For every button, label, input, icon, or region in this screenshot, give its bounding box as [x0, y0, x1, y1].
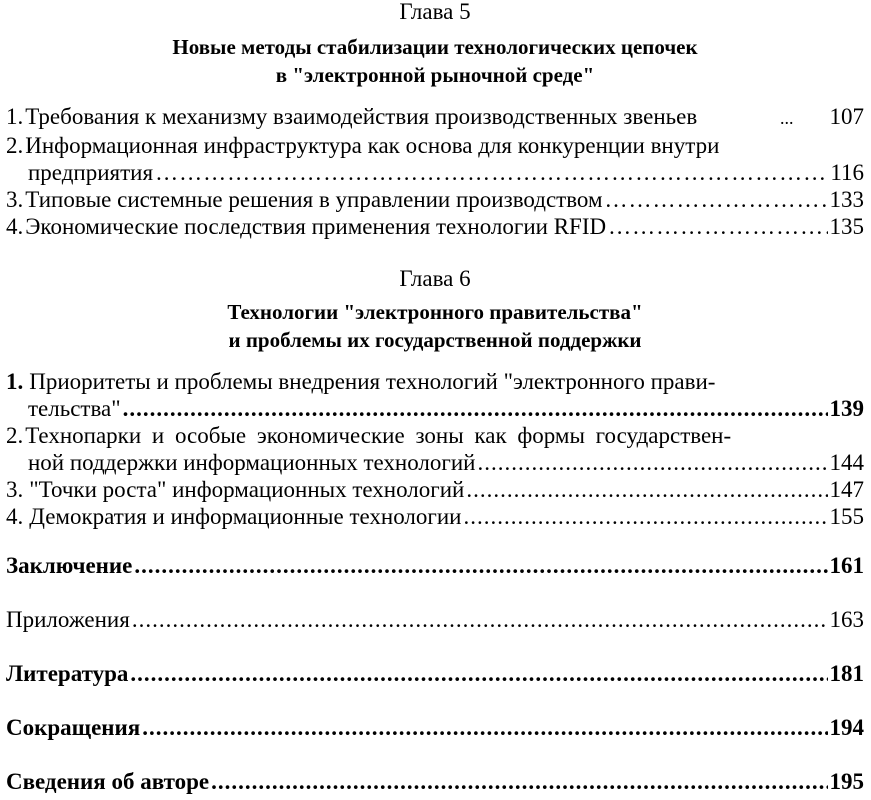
chapter-5-title-line-1: Новые методы стабилизации технологических цепочек — [172, 35, 698, 59]
toc-entry-title-line-2: предприятия — [28, 160, 154, 185]
dot-leader — [134, 552, 827, 579]
toc-entry-ellipsis: ... — [780, 108, 794, 128]
toc-entry[interactable] — [6, 368, 864, 422]
toc-entry-number: 2. — [6, 133, 24, 158]
toc-entry-title-line-1: Приоритеты и проблемы внедрения технологий "электронного прави- — [29, 369, 716, 394]
toc-entry-page: 163 — [829, 607, 864, 632]
toc-entry-title-line-1: Технопарки и особые экономические зоны как формы государствен- — [25, 423, 732, 448]
toc-entry-number: 3. — [6, 187, 24, 212]
toc-entry[interactable] — [6, 132, 864, 186]
dot-leader — [605, 186, 828, 213]
toc-entry-number: 1. — [6, 104, 24, 129]
toc-entry[interactable] — [6, 186, 864, 213]
chapter-6-entries — [6, 368, 864, 530]
toc-entry-number: 4. — [6, 504, 24, 529]
toc-entry-title: Сведения об авторе — [6, 769, 210, 794]
chapter-5-title-line-2: в "электронной рыночной среде" — [275, 63, 595, 87]
table-of-contents-page — [6, 0, 864, 795]
dot-leader — [123, 395, 828, 422]
dot-leader — [608, 213, 827, 240]
dot-leader — [211, 768, 827, 795]
toc-entry-title: "Точки роста" информационных технологий — [29, 477, 465, 502]
chapter-6-title — [6, 298, 864, 354]
toc-entry-title-line-2: ной поддержки информационных технологий — [28, 450, 476, 475]
toc-entry-page: 135 — [829, 214, 864, 239]
toc-entry-title: Типовые системные решения в управлении производством — [25, 187, 603, 212]
toc-entry-title-line-2: тельства" — [28, 396, 121, 421]
toc-entry-title: Требования к механизму взаимодействия производственных звеньев — [25, 104, 698, 129]
toc-entry-title: Литература — [6, 661, 129, 686]
dot-leader — [142, 714, 827, 741]
toc-entry-page: 155 — [829, 504, 864, 529]
toc-entry-number: 4. — [6, 214, 24, 239]
chapter-5-label: Глава 5 — [399, 0, 471, 24]
toc-entry-title: Приложения — [6, 607, 130, 632]
toc-entry-page: 194 — [829, 715, 864, 740]
dot-leader — [477, 449, 827, 476]
chapter-6-label: Глава 6 — [399, 266, 471, 291]
dot-leader — [130, 660, 827, 687]
toc-entry-abbreviations[interactable] — [6, 714, 864, 741]
chapter-6-title-line-2: и проблемы их государственной поддержки — [228, 328, 642, 352]
toc-entry-page: 181 — [829, 661, 864, 686]
toc-entry[interactable] — [6, 103, 864, 132]
toc-entry[interactable] — [6, 503, 864, 530]
chapter-5-title — [6, 33, 864, 89]
toc-entry-page: 161 — [829, 553, 864, 578]
toc-entry-appendices[interactable] — [6, 606, 864, 633]
toc-entry-literature[interactable] — [6, 660, 864, 687]
toc-entry-title: Экономические последствия применения технологии RFID — [25, 214, 607, 239]
toc-entry-page: 116 — [830, 160, 864, 185]
toc-entry-title-line-1: Информационная инфраструктура как основа для конкуренции внутри — [25, 133, 720, 158]
toc-entry-title: Сокращения — [6, 715, 141, 740]
toc-entry-number: 2. — [6, 423, 24, 448]
chapter-5-entries — [6, 103, 864, 240]
toc-entry-page: 144 — [829, 450, 864, 475]
toc-entry[interactable] — [6, 476, 864, 503]
toc-entry[interactable] — [6, 422, 864, 476]
toc-entry[interactable] — [6, 213, 864, 240]
toc-entry-conclusion[interactable] — [6, 552, 864, 579]
dot-leader — [466, 476, 827, 503]
toc-entry-title: Демократия и информационные технологии — [29, 504, 462, 529]
toc-entry-number: 1. — [6, 369, 24, 394]
dot-leader — [463, 503, 827, 530]
dot-leader — [155, 159, 828, 186]
chapter-6-title-line-1: Технологии "электронного правительства" — [227, 300, 643, 324]
toc-entry-page: 133 — [829, 187, 864, 212]
toc-entry-title: Заключение — [6, 553, 133, 578]
toc-entry-about-author[interactable] — [6, 768, 864, 795]
toc-entry-page: 107 — [829, 104, 864, 129]
toc-entry-page: 147 — [829, 477, 864, 502]
toc-entry-page: 195 — [829, 769, 864, 794]
dot-leader — [132, 606, 828, 633]
toc-entry-number: 3. — [6, 477, 24, 502]
toc-entry-page: 139 — [829, 396, 864, 421]
